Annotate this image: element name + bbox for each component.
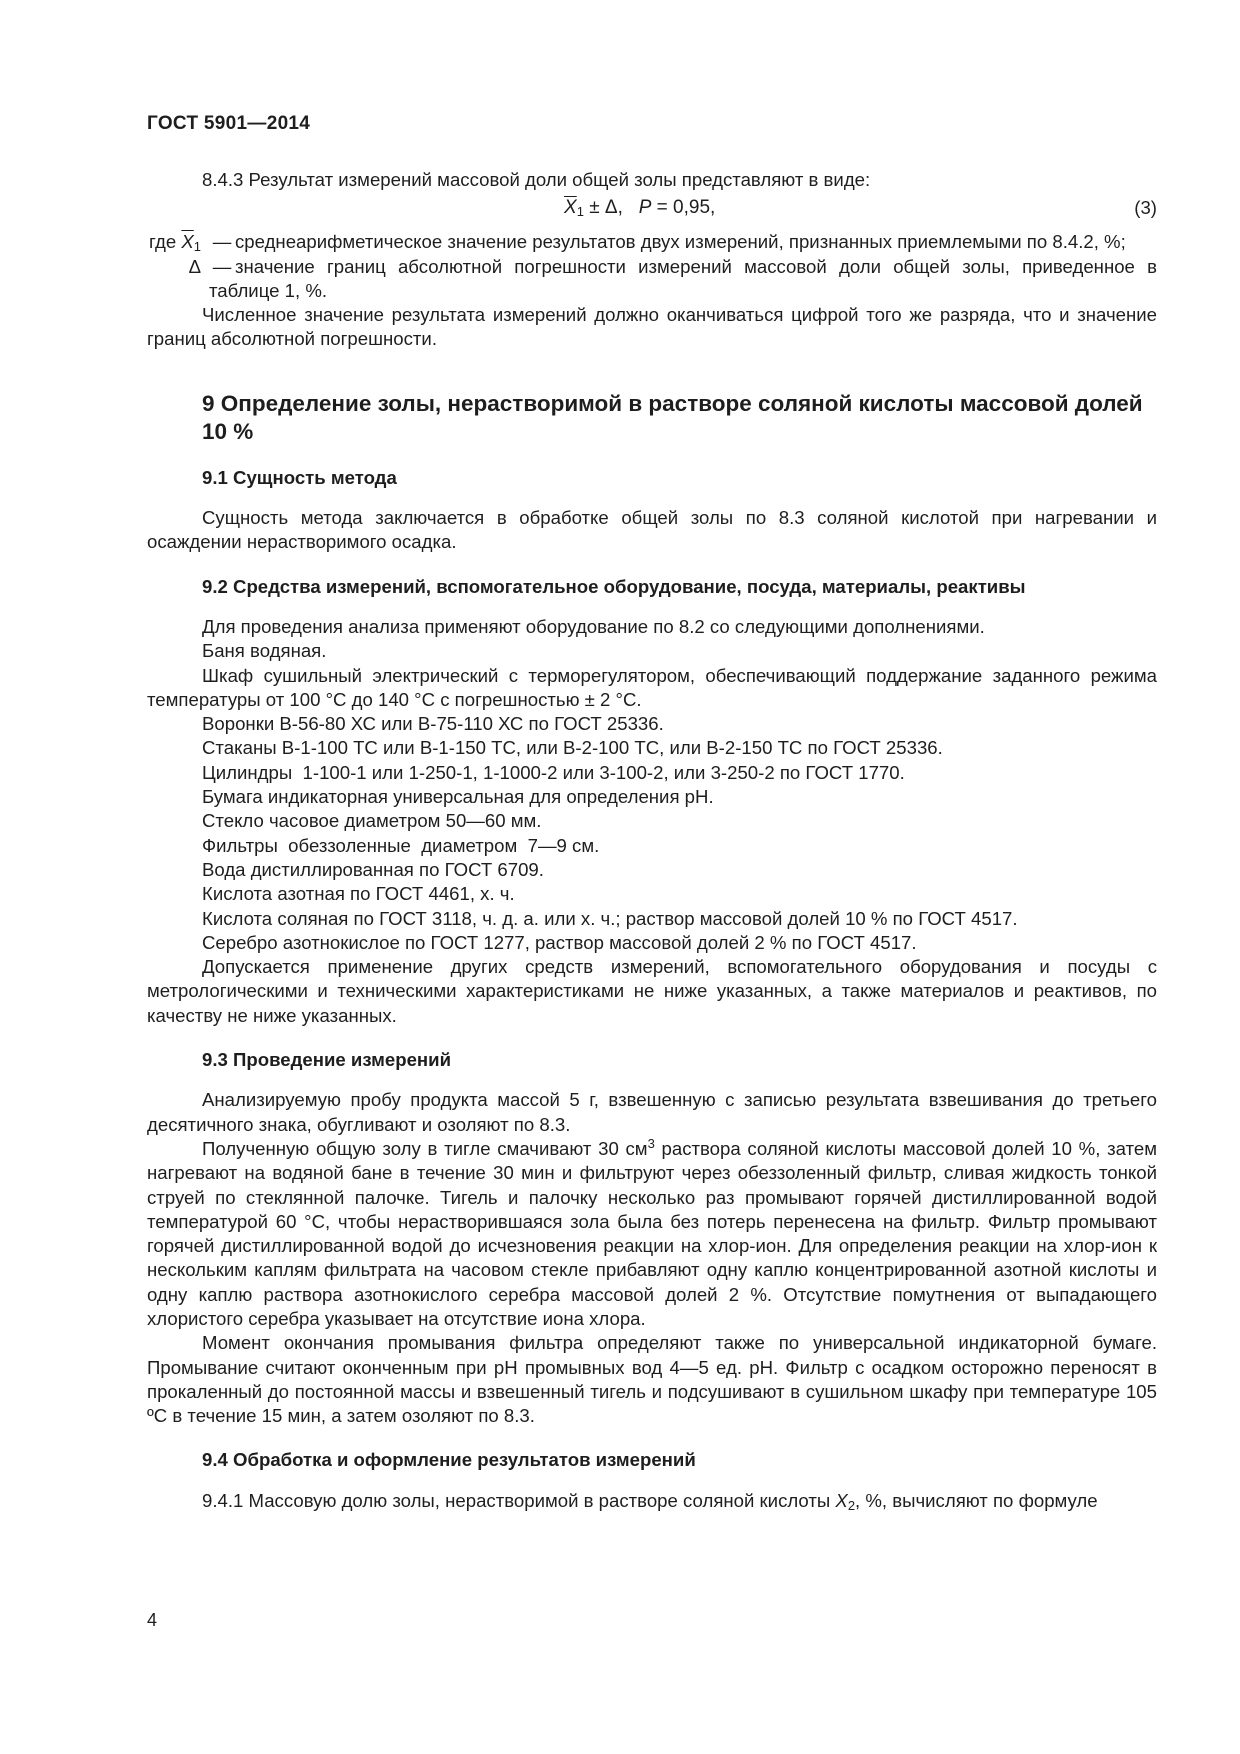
equipment-item: Для проведения анализа применяют оборудование по 8.2 со следующими дополнениями. bbox=[202, 615, 985, 637]
formula-3 bbox=[147, 192, 1157, 228]
page-content bbox=[147, 168, 1157, 1513]
clause-9-2-title: 9.2 Средства измерений, вспомогательное оборудование, посуда, материалы, реактивы bbox=[202, 575, 1026, 597]
equipment-item: Стекло часовое диаметром 50—60 мм. bbox=[202, 810, 542, 832]
clause-9-4-title: 9.4 Обработка и оформление результатов измерений bbox=[202, 1449, 696, 1471]
clause-9-3-paragraph-1: Анализируемую пробу продукта массой 5 г, взвешенную с записью результата взвешивания до третьего десятичного знака, обугливают и озоляют по 8.3. bbox=[147, 1089, 1157, 1135]
equipment-item: Стаканы В-1-100 ТС или В-1-150 ТС, или В-2-100 ТС, или В-2-150 ТС по ГОСТ 25336. bbox=[202, 737, 943, 759]
equipment-item: Допускается применение других средств измерений, вспомогательного оборудования и посуды с метрологическими и техническими характеристиками не ниже указанных, а также материалов и реактивов, по качеству не ниже указанных. bbox=[147, 956, 1157, 1026]
clause-9-3-paragraph-2: Полученную общую золу в тигле смачивают 30 $см^3$ раствора соляной кислоты массовой долей 10 %, затем нагревают на водяной бане в течение 30 мин и фильтруют через обеззоленный фильтр, сливая жидкость тонкой струей по стеклянной палочке. Тигель и палочку несколько раз промывают горячей дистиллированной водой температурой 60 °С, чтобы нерастворившаяся зола была без потерь перенесена на фильтр. Фильтр промывают горячей дистиллированной водой до исчезновения реакции на хлор-ион. Для определения реакции на хлор-ион к нескольким каплям фильтрата на часовом стекле прибавляют одну каплю концентрированной азотной кислоты и одну каплю раствора азотнокислого серебра массовой долей 2 %. Отсутствие помутнения от выпадающего хлористого серебра указывает на отсутствие иона хлора. bbox=[147, 1135, 1157, 1329]
equipment-item: Вода дистиллированная по ГОСТ 6709. bbox=[202, 858, 544, 880]
equipment-item: Фильтры обеззоленные диаметром 7—9 см. bbox=[202, 834, 600, 856]
clause-9-3-paragraph-3: Момент окончания промывания фильтра определяют также по универсальной индикаторной бумаге. Промывание считают оконченным при pH промывных вод 4—5 ед. pH. Фильтр с осадком осторожно переносят в прокаленный до постоянной массы и взвешенный тигель и подсушивают в сушильном шкафу при температуре 105 ºС в течение 15 мин, а затем озоляют по 8.3. bbox=[147, 1332, 1157, 1427]
clause-8-4-3-intro: 8.4.3 Результат измерений массовой доли общей золы представляют в виде: bbox=[202, 169, 871, 190]
document-code-header: ГОСТ 5901—2014 bbox=[147, 113, 311, 134]
rounding-note: Численное значение результата измерений должно оканчиваться цифрой того же разряда, что и значение границ абсолютной погрешности. bbox=[147, 304, 1157, 350]
equipment-item: Воронки В-56-80 ХС или В-75-110 ХС по ГОСТ 25336. bbox=[202, 713, 664, 735]
formula-expression: $\overline{X}_1 \pm \Delta$, P = 0,95, bbox=[564, 197, 716, 220]
legend-def-x1: — среднеарифметическое значение результатов двух измерений, признанных приемлемыми по 8.4.2, %; bbox=[212, 231, 1126, 253]
clause-9-3-title: 9.3 Проведение измерений bbox=[202, 1049, 452, 1071]
equipment-item: Кислота азотная по ГОСТ 4461, х. ч. bbox=[202, 883, 515, 905]
clause-9-1-text: Сущность метода заключается в обработке общей золы по 8.3 соляной кислотой при нагревании и осаждении нерастворимого осадка. bbox=[147, 507, 1157, 553]
equipment-item: Баня водяная. bbox=[202, 640, 327, 662]
legend-def-delta: — значение границ абсолютной погрешности измерений массовой доли общей золы, приведенное в таблице 1, %. bbox=[209, 255, 1157, 301]
page-number: 4 bbox=[147, 1610, 158, 1630]
equipment-item: Цилиндры 1-100-1 или 1-250-1, 1-1000-2 или 3-100-2, или 3-250-2 по ГОСТ 1770. bbox=[202, 761, 905, 783]
formula-legend bbox=[147, 230, 1157, 303]
legend-term-x1: где $\overline{X}_1$ bbox=[149, 231, 201, 255]
formula-number: (3) bbox=[1134, 197, 1157, 219]
equipment-item: Серебро азотнокислое по ГОСТ 1277, раствор массовой долей 2 % по ГОСТ 4517. bbox=[202, 931, 917, 953]
equipment-item: Кислота соляная по ГОСТ 3118, ч. д. а. или х. ч.; раствор массовой долей 10 % по ГОСТ 4517. bbox=[202, 907, 1018, 929]
legend-term-delta: Δ bbox=[188, 255, 201, 277]
clause-9-4-1-text: 9.4.1 Массовую долю золы, нерастворимой в растворе соляной кислоты $X_2$, %, вычисляют по формуле bbox=[202, 1489, 1098, 1513]
clause-9-1-title: 9.1 Сущность метода bbox=[202, 466, 397, 488]
section-9-title: 9 Определение золы, нерастворимой в растворе соляной кислоты массовой долей 10 % bbox=[202, 390, 1143, 444]
equipment-item: Бумага индикаторная универсальная для определения pH. bbox=[202, 786, 714, 808]
equipment-item: Шкаф сушильный электрический с терморегулятором, обеспечивающий поддержание заданного режима температуры от 100 °С до 140 °С с погрешностью ± 2 °С. bbox=[147, 664, 1157, 710]
